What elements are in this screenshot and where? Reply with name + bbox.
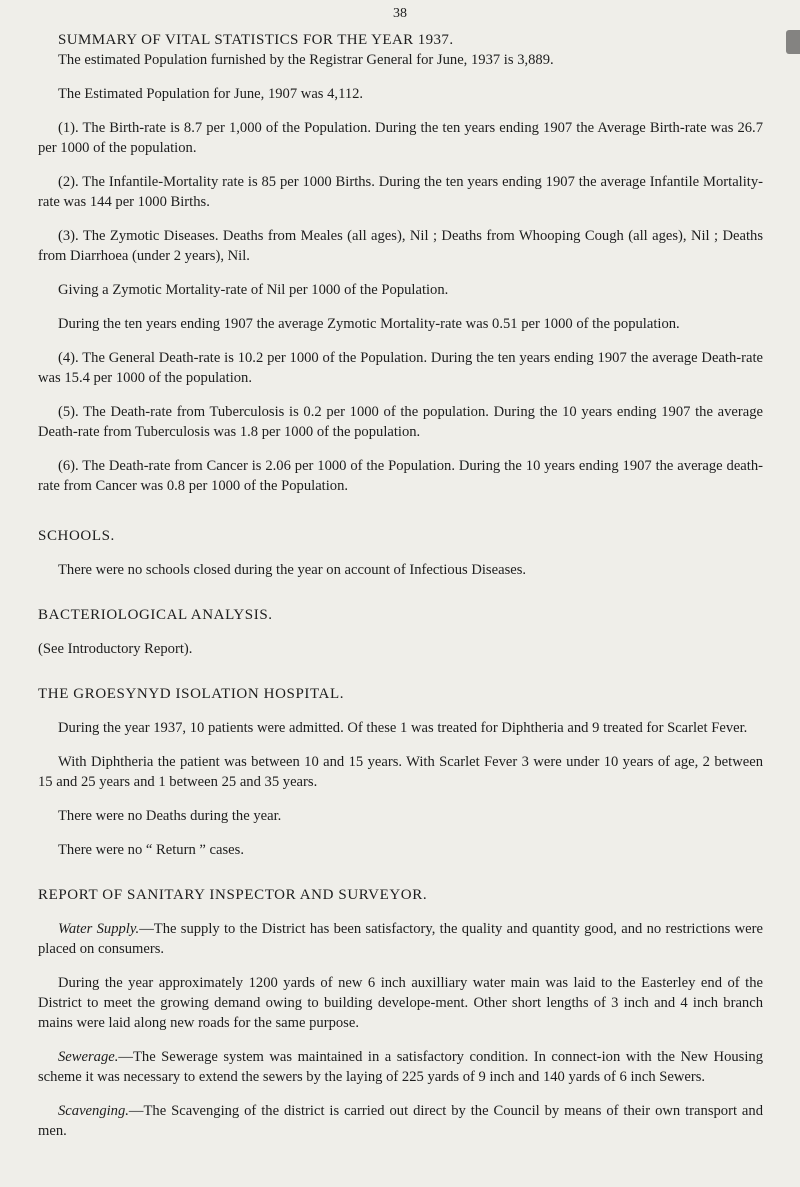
bacteriological-heading: BACTERIOLOGICAL ANALYSIS.: [38, 607, 273, 623]
page-number: 38: [393, 6, 407, 21]
sewerage-label: Sewerage.: [58, 1049, 119, 1065]
population-estimate: The estimated Population furnished by the Registrar General for June, 1937 is 3,889.: [58, 52, 554, 68]
hospital-return-paragraph: There were no “ Return ” cases.: [58, 842, 244, 858]
infant-mortality-paragraph: (2). The Infantile-Mortality rate is 85 per 1000 Births. During the ten years ending 1907 the average Infantile Mortality-rate was 144 per 1000 Births.: [38, 174, 763, 210]
tuberculosis-paragraph: (5). The Death-rate from Tuberculosis is 0.2 per 1000 of the population. During the 10 years ending 1907 the average Death-rate from Tuberculosis was 1.8 per 1000 of the population.: [38, 404, 763, 440]
schools-paragraph: There were no schools closed during the year on account of Infectious Diseases.: [58, 562, 527, 578]
hospital-admissions-paragraph: During the year 1937, 10 patients were admitted. Of these 1 was treated for Diphtheria and 9 treated for Scarlet Fever.: [58, 720, 748, 736]
water-supply-label: Water Supply.: [58, 921, 140, 937]
cancer-paragraph: (6). The Death-rate from Cancer is 2.06 per 1000 of the Population. During the 10 years ending 1907 the average death-rate from Cancer was 0.8 per 1000 of the Population.: [38, 458, 763, 494]
hospital-ages-paragraph: With Diphtheria the patient was between 10 and 15 years. With Scarlet Fever 3 were under 10 years of age, 2 between 15 and 25 years and 1 between 25 and 35 years.: [38, 754, 763, 790]
death-rate-paragraph: (4). The General Death-rate is 10.2 per 1000 of the Population. During the ten years ending 1907 the average Death-rate was 15.4 per 1000 of the population.: [38, 350, 763, 386]
zymotic-average-paragraph: During the ten years ending 1907 the average Zymotic Mortality-rate was 0.51 per 1000 of the population.: [58, 316, 680, 332]
schools-heading: SCHOOLS.: [38, 528, 115, 544]
scavenging-paragraph: [38, 1101, 763, 1141]
zymotic-rate-paragraph: Giving a Zymotic Mortality-rate of Nil per 1000 of the Population.: [58, 282, 449, 298]
birth-rate-paragraph: (1). The Birth-rate is 8.7 per 1,000 of the Population. During the ten years ending 1907 the Average Birth-rate was 26.7 per 1000 of the population.: [38, 120, 763, 156]
hospital-deaths-paragraph: There were no Deaths during the year.: [58, 808, 282, 824]
sanitary-heading: REPORT OF SANITARY INSPECTOR AND SURVEYOR.: [38, 887, 428, 903]
bacteriological-subheading: (See Introductory Report).: [38, 641, 193, 657]
zymotic-diseases-paragraph: (3). The Zymotic Diseases. Deaths from Meales (all ages), Nil ; Deaths from Whooping Cough (all ages), Nil ; Deaths from Diarrhoea (under 2 years), Nil.: [38, 228, 763, 264]
scavenging-text: —The Scavenging of the district is carried out direct by the Council by means of their own transport and men.: [38, 1103, 763, 1139]
water-mains-paragraph: During the year approximately 1200 yards of new 6 inch auxilliary water main was laid to the Easterley end of the District to meet the growing demand owing to building develope-ment. Other short lengths of 3 inch and 4 inch branch mains were laid along new roads for the same purpose.: [38, 975, 763, 1031]
population-1907: The Estimated Population for June, 1907 was 4,112.: [58, 86, 364, 102]
sewerage-paragraph: [38, 1047, 763, 1087]
page-edge-mark: [786, 30, 800, 54]
hospital-heading: THE GROESYNYD ISOLATION HOSPITAL.: [38, 686, 345, 702]
water-supply-paragraph: [38, 919, 763, 959]
water-supply-text: —The supply to the District has been satisfactory, the quality and quantity good, and no restrictions were placed on consumers.: [38, 921, 763, 957]
summary-title: SUMMARY OF VITAL STATISTICS FOR THE YEAR 1937.: [58, 32, 454, 48]
scavenging-label: Scavenging.: [58, 1103, 129, 1119]
sewerage-text: —The Sewerage system was maintained in a satisfactory condition. In connect-ion with the New Housing scheme it was necessary to extend the sewers by the laying of 225 yards of 9 inch and 140 yards of 6 inch Sewers.: [38, 1049, 763, 1085]
page-content: [38, 30, 763, 1141]
